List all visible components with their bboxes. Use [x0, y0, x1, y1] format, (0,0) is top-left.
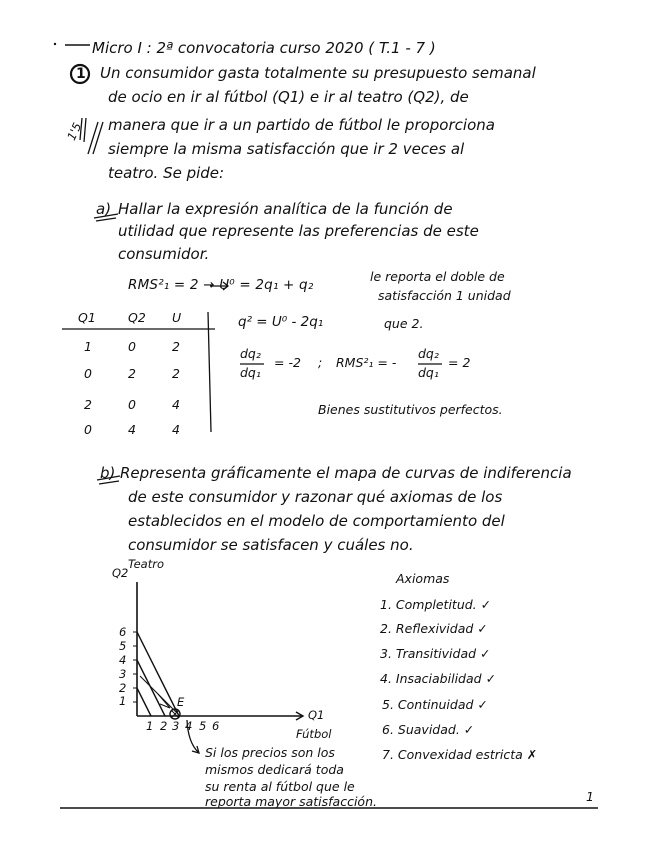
margin-slash-3 — [88, 122, 98, 154]
y-tick-label: 3 — [119, 667, 127, 681]
note-line-3: que 2. — [384, 316, 424, 331]
part-b-text-1: Representa gráficamente el mapa de curvas de indiferencia — [120, 464, 572, 482]
x-tick-label: 4 — [185, 719, 193, 733]
note-line-2: satisfacción 1 unidad — [378, 288, 511, 303]
derivative-separator: ; — [318, 355, 323, 370]
y-tick-label: 6 — [119, 625, 127, 639]
table-vertical-rule — [208, 312, 211, 432]
table-cell: 1 — [84, 339, 92, 354]
axiom-item — [380, 623, 488, 636]
check-icon: ✓ — [463, 722, 475, 737]
axioms-title: Axiomas — [396, 571, 450, 586]
check-icon: ✓ — [480, 646, 491, 661]
y-axis-name: Teatro — [128, 557, 164, 571]
part-b-text-2: de este consumidor y razonar qué axiomas de los — [128, 488, 503, 506]
axiom-text: 5. Continuidad — [382, 697, 474, 712]
statement-line-3: manera que ir a un partido de fútbol le proporciona — [108, 116, 495, 134]
y-tick-label: 5 — [119, 639, 127, 653]
y-axis-label: Q2 — [112, 566, 129, 580]
axiom-item — [380, 648, 491, 661]
table-header-q2: Q2 — [128, 310, 146, 325]
axiom-text: 6. Suavidad. — [382, 722, 460, 737]
table-cell: 0 — [84, 366, 92, 381]
derivative-den-2: dq₁ — [418, 365, 439, 380]
part-b-label: b) — [100, 464, 116, 482]
derivative-num-2: dq₂ — [418, 346, 439, 361]
margin-slash-2 — [84, 118, 86, 142]
x-tick-label: 2 — [160, 719, 168, 733]
part-a-text-3: consumidor. — [118, 245, 210, 263]
conclusion: Bienes sustitutivos perfectos. — [318, 402, 503, 417]
margin-dot — [54, 43, 56, 45]
part-a-underline-2 — [96, 218, 116, 221]
cross-icon: ✗ — [526, 747, 538, 762]
page-number: 1 — [586, 789, 594, 804]
x-tick-label: 6 — [212, 719, 220, 733]
part-a-text-2: utilidad que represente las preferencias de este — [118, 222, 479, 240]
statement-line-2: de ocio en ir al fútbol (Q1) e ir al teatro (Q2), de — [108, 88, 469, 106]
y-tick-label: 2 — [119, 681, 127, 695]
table-cell: 2 — [84, 397, 92, 412]
note-line-1: le reporta el doble de — [370, 269, 505, 284]
part-b-text-3: establecidos en el modelo de comportamiento del — [128, 512, 505, 530]
table-cell: 2 — [172, 339, 180, 354]
rms-utility-line: RMS²₁ = 2 → U⁰ = 2q₁ + q₂ — [128, 277, 314, 293]
axiom-text: 4. Insaciabilidad — [380, 671, 482, 686]
x-tick-label: 3 — [172, 719, 180, 733]
check-icon: ✓ — [480, 597, 492, 612]
axiom-text: 3. Transitividad — [380, 646, 477, 661]
arrow-note-1: Si los precios son los — [205, 745, 335, 760]
check-icon: ✓ — [485, 671, 497, 686]
table-header-u: U — [172, 310, 182, 325]
axiom-text: 7. Convexidad estricta — [382, 747, 523, 762]
arrow-note-3: su renta al fútbol que le — [205, 779, 355, 794]
check-icon: ✓ — [477, 621, 488, 636]
check-icon: ✓ — [477, 697, 488, 712]
table-cell: 0 — [128, 397, 136, 412]
table-header-q1: Q1 — [78, 310, 96, 325]
axiom-item — [380, 599, 491, 612]
x-tick-label: 1 — [146, 719, 154, 733]
table-cell: 0 — [84, 422, 92, 437]
q2-formula: q² = U⁰ - 2q₁ — [238, 314, 324, 330]
table-cell: 4 — [172, 397, 180, 412]
x-axis-label: Q1 — [308, 708, 325, 722]
statement-line-4: siempre la misma satisfacción que ir 2 veces al — [108, 140, 465, 158]
margin-slash-4 — [93, 122, 103, 154]
axiom-item — [382, 699, 488, 712]
derivative-num-1: dq₂ — [240, 346, 261, 361]
axiom-text: 2. Reflexividad — [380, 621, 474, 636]
x-tick-label: 5 — [199, 719, 207, 733]
problem-number: 1 — [76, 66, 86, 82]
table-cell: 4 — [128, 422, 136, 437]
y-tick-label: 1 — [119, 694, 127, 708]
axiom-text: 1. Completitud. — [380, 597, 477, 612]
part-b-text-4: consumidor se satisfacen y cuáles no. — [128, 536, 414, 554]
part-a-label: a) — [96, 200, 112, 218]
table-cell: 2 — [128, 366, 136, 381]
exam-title: Micro I : 2ª convocatoria curso 2020 ( T.1 - 7 ) — [92, 39, 436, 57]
x-axis-name: Fútbol — [296, 727, 332, 741]
rms-result: = 2 — [448, 355, 471, 370]
arrow-note-4: reporta mayor satisfacción. — [205, 794, 377, 809]
statement-line-1: Un consumidor gasta totalmente su presupuesto semanal — [100, 64, 536, 82]
indifference-line-u4 — [137, 660, 165, 716]
arrow-note-2: mismos dedicará toda — [205, 762, 344, 777]
rms-minus: RMS²₁ = - — [336, 355, 397, 370]
axiom-item — [380, 673, 496, 686]
margin-score: 1'5 — [64, 120, 85, 143]
table-cell: 4 — [172, 422, 180, 437]
part-a-text-1: Hallar la expresión analítica de la función de — [118, 200, 453, 218]
table-cell: 0 — [128, 339, 136, 354]
indifference-line-u2 — [137, 688, 151, 716]
axiom-item — [382, 749, 537, 762]
y-tick-label: 4 — [119, 653, 127, 667]
point-label: E — [177, 695, 185, 709]
table-cell: 2 — [172, 366, 180, 381]
axiom-item — [382, 724, 474, 737]
statement-line-5: teatro. Se pide: — [108, 164, 225, 182]
derivative-value: = -2 — [274, 355, 301, 370]
derivative-den-1: dq₁ — [240, 365, 261, 380]
